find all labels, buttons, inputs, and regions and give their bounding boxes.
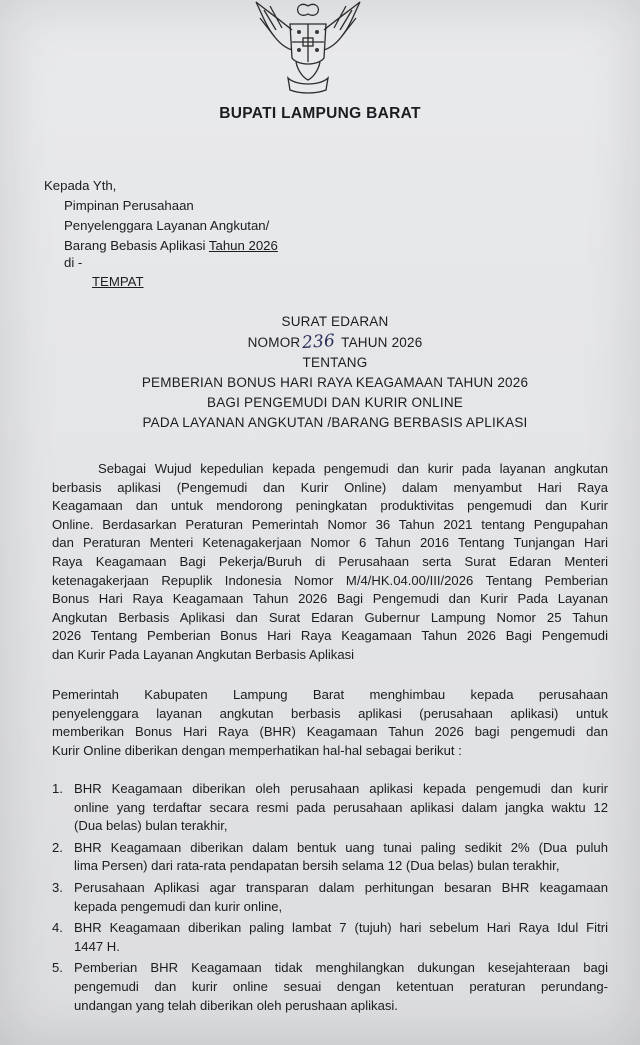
paragraph-line: dan Kurir Pada Layanan Angkutan Berbasis Aplikasi	[52, 646, 355, 662]
garuda-emblem-icon	[252, 0, 364, 94]
addressee-year: Tahun 2026	[208, 238, 278, 253]
circular-number: NOMOR236 TAHUN 2026	[247, 330, 423, 354]
addressee-line-3-prefix: Barang Bebasis Aplikasi	[64, 238, 209, 253]
points-list	[52, 780, 608, 1018]
handwritten-number: 236	[301, 330, 337, 354]
paragraph-line: Raya Keagamaan Bagi Pekerja/Buruh di Perusahaan serta Surat Edaran Menteri	[52, 553, 608, 569]
paragraph-line: memberikan Bonus Hari Raya (BHR) Keagamaan Tahun 2026 bagi pengemudi dan	[52, 724, 608, 740]
circular-subject-1: PEMBERIAN BONUS HARI RAYA KEAGAMAAN TAHUN 2026	[141, 375, 529, 390]
point-item-4: 4. BHR Keagamaan diberikan paling lambat 7 (tujuh) hari sebelum Hari Raya Idul Fitri 1447 H.	[52, 920, 608, 954]
paragraph-line: Keagamaan dan untuk mendorong peningkatan produktivitas pengemudi dan Kurir	[52, 498, 608, 514]
circular-subject-3: PADA LAYANAN ANGKUTAN /BARANG BERBASIS APLIKASI	[142, 415, 528, 430]
paragraph-line: 2026 Tentang Pemberian Bonus Hari Raya Keagamaan Tahun 2026 Bagi Pengemudi	[52, 628, 608, 644]
addressee-line-1: Pimpinan Perusahaan	[64, 198, 194, 213]
paragraph-line: ketenagakerjaan Repuplik Indonesia Nomor M/4/HK.04.00/III/2026 Tentang Pemberian	[52, 572, 608, 588]
paragraph-line: Bonus Hari Raya Keagamaan Tahun 2026 Bagi Pengemudi dan Kurir Pada Layanan	[52, 591, 608, 607]
paragraph-line: Angkutan Berbasis Aplikasi dan Surat Edaran Gubernur Lampung Nomor 25 Tahun	[52, 609, 608, 625]
circular-heading	[60, 312, 610, 433]
circular-subject-2: BAGI PENGEMUDI DAN KURIR ONLINE	[207, 395, 463, 410]
circular-label: SURAT EDARAN	[281, 314, 389, 329]
addressee-place: TEMPAT	[92, 274, 144, 289]
paragraph-line: Online. Berdasarkan Peraturan Pemerintah Nomor 36 Tahun 2021 tentang Pengupahan	[52, 516, 608, 532]
addressee-line-2: Penyelenggara Layanan Angkutan/	[64, 218, 270, 233]
addressee-line-3	[64, 236, 278, 256]
paragraph-line: Sebagai Wujud kepedulian kepada pengemudi dan kurir pada layanan angkutan	[98, 461, 608, 476]
addressee-di: di -	[64, 255, 83, 270]
paragraph-line: Kurir Online diberikan dengan memperhatikan hal-hal sebagai berikut :	[52, 742, 462, 758]
paragraph-line: Pemerintah Kabupaten Lampung Barat menghimbau kepada perusahaan	[52, 687, 608, 702]
paragraph-line: penyelenggara layanan angkutan berbasis aplikasi (perusahaan aplikasi) untuk	[52, 705, 608, 721]
point-item-5: 5. Pemberian BHR Keagamaan tidak menghilangkan dukungan kesejahteraan bagi pengemudi dan kurir online sesuai dengan ketentuan peraturan perundang- undangan yang telah diberikan oleh perushaan aplikasi.	[52, 960, 608, 1013]
circular-tentang: TENTANG	[302, 355, 368, 370]
addressee-to: Kepada Yth,	[44, 178, 117, 193]
paragraph-2	[52, 686, 608, 760]
point-item-1: 1. BHR Keagamaan diberikan oleh perusahaan aplikasi kepada pengemudi dan kurir online yang terdaftar secara resmi pada perusahaan aplikasi dalam jangka waktu 12 (Dua belas) bulan terakhir,	[52, 781, 608, 834]
paragraph-line: berbasis aplikasi (Pengemudi dan Kurir Online) dalam menyambut Hari Raya	[52, 479, 608, 495]
paragraph-line: dan Peraturan Menteri Ketenagakerjaan Nomor 6 Tahun 2016 Tentang Tunjangan Hari	[52, 535, 608, 551]
regent-title: BUPATI LAMPUNG BARAT	[219, 105, 421, 122]
paragraph-1	[52, 460, 608, 665]
point-item-2: 2. BHR Keagamaan diberikan dalam bentuk uang tunai paling sedikit 2% (Dua puluh lima Persen) dari rata-rata pendapatan bersih selama 12 (Dua belas) bulan terakhir,	[52, 839, 608, 874]
point-item-3: 3. Perusahaan Aplikasi agar transparan dalam perhitungan besaran BHR keagamaan kepada pengemudi dan kurir online,	[52, 879, 608, 914]
